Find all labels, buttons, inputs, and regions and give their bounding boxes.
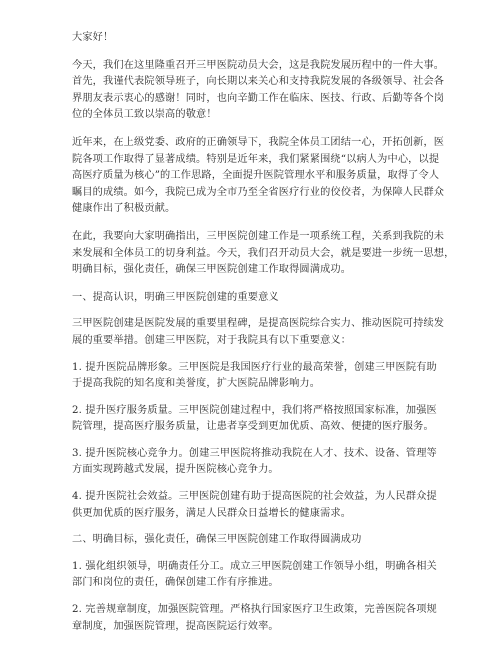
purpose-paragraph <box>72 229 455 279</box>
text-line: 在此，我要向大家明确指出，三甲医院创建工作是一项系统工程，关系到我院的未 <box>72 230 445 242</box>
text-line: 供更加优质的医疗服务，满足人民群众日益增长的健康需求。 <box>72 507 352 519</box>
text-line: 瞩目的成绩。如今，我院已成为全市乃至全省医疗行业的佼佼者，为保障人民群众 <box>72 186 445 198</box>
text-line: 院各项工作取得了显著成绩。特别是近年来，我们紧紧围绕“以病人为中心，以提 <box>72 153 440 165</box>
greeting <box>72 30 442 47</box>
text-line: 高医疗质量为核心”的工作思路，全面提升医院管理水平和服务质量，取得了令人 <box>72 170 440 182</box>
list-item <box>72 489 442 522</box>
list-item <box>72 446 442 479</box>
text-line: 展的重要举措。创建三甲医院，对于我院具有以下重要意义： <box>72 334 352 346</box>
text-line: 大家好！ <box>72 32 114 43</box>
text-line: 1. 提升医院品牌形象。三甲医院是我国医疗行业的最高荣誉，创建三甲医院有助 <box>72 361 437 373</box>
text-line: 健康作出了积极贡献。 <box>72 203 176 215</box>
text-line: 今天，我们在这里隆重召开三甲医院动员大会，这是我院发展历程中的一件大事。 <box>72 59 445 71</box>
text-line: 部门和岗位的责任，确保创建工作有序推进。 <box>72 577 279 589</box>
text-line: 二、明确目标，强化责任，确保三甲医院创建工作取得圆满成功 <box>72 534 362 546</box>
text-line: 来发展和全体员工的切身利益。今天，我们召开动员大会，就是要进一步统一思想， <box>72 247 455 259</box>
text-line: 2. 完善规章制度，加强医院管理。严格执行国家医疗卫生政策，完善医院各项规 <box>72 604 437 616</box>
section-heading-2 <box>72 532 442 549</box>
section-1-intro <box>72 316 445 349</box>
text-line: 院管理，提高医疗服务质量，让患者享受到更加优质、高效、便捷的医疗服务。 <box>72 421 434 433</box>
text-line: 近年来，在上级党委、政府的正确领导下，我院全体员工团结一心，开拓创新，医 <box>72 136 445 148</box>
document-page <box>72 30 455 635</box>
list-item <box>72 602 442 635</box>
text-line: 于提高我院的知名度和美誉度，扩大医院品牌影响力。 <box>72 378 321 390</box>
text-line: 方面实现跨越式发展，提升医院核心竞争力。 <box>72 464 279 476</box>
text-line: 4. 提升医院社会效益。三甲医院创建有助于提高医院的社会效益，为人民群众提 <box>72 491 437 503</box>
text-line: 2. 提升医疗服务质量。三甲医院创建过程中，我们将严格按照国家标准，加强医 <box>72 404 437 416</box>
achievements-paragraph <box>72 135 445 218</box>
text-line: 三甲医院创建是医院发展的重要里程碑，是提高医院综合实力、推动医院可持续发 <box>72 318 445 330</box>
text-line: 首先，我谨代表院领导班子，向长期以来关心和支持我院发展的各级领导、社会各 <box>72 76 445 88</box>
list-item <box>72 360 442 393</box>
text-line: 明确目标，强化责任，确保三甲医院创建工作取得圆满成功。 <box>72 264 352 276</box>
section-heading-1 <box>72 290 442 307</box>
opening-paragraph <box>72 58 445 124</box>
text-line: 3. 提升医院核心竞争力。创建三甲医院将推动我院在人才、技术、设备、管理等 <box>72 447 437 459</box>
text-line: 1. 强化组织领导，明确责任分工。成立三甲医院创建工作领导小组，明确各相关 <box>72 560 437 572</box>
text-line: 一、提高认识，明确三甲医院创建的重要意义 <box>72 291 279 303</box>
text-line: 章制度，加强医院管理，提高医院运行效率。 <box>72 620 279 632</box>
text-line: 位的全体员工致以崇高的敬意！ <box>72 109 217 121</box>
text-line: 界朋友表示衷心的感谢！同时，也向辛勤工作在临床、医技、行政、后勤等各个岗 <box>72 92 445 104</box>
list-item <box>72 559 442 592</box>
list-item <box>72 403 442 436</box>
